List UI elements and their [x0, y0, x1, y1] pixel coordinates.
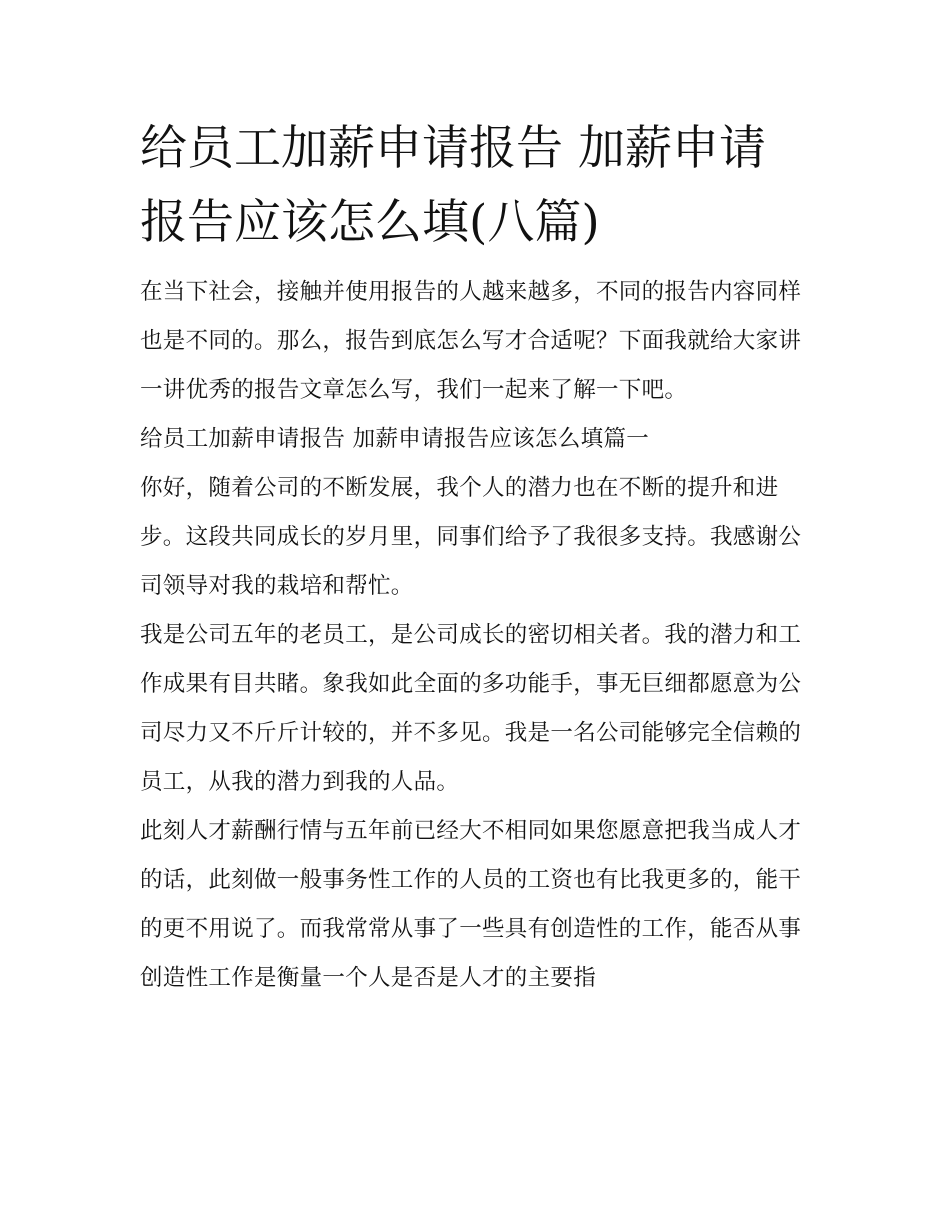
- paragraph-experience: 我是公司五年的老员工，是公司成长的密切相关者。我的潜力和工作成果有目共睹。象我如此全面的多功能手，事无巨细都愿意为公司尽力又不斤斤计较的，并不多见。我是一名公司能够完全信赖的员工，从我的潜力到我的人品。: [140, 622, 802, 795]
- paragraph-intro: 在当下社会，接触并使用报告的人越来越多，不同的报告内容同样也是不同的。那么，报告到底怎么写才合适呢？下面我就给大家讲一讲优秀的报告文章怎么写，我们一起来了解一下吧。: [140, 279, 802, 403]
- paragraph-greeting: 你好，随着公司的不断发展，我个人的潜力也在不断的提升和进步。这段共同成长的岁月里，同事们给予了我很多支持。我感谢公司领导对我的栽培和帮忙。: [140, 475, 802, 599]
- section-heading: 给员工加薪申请报告 加薪申请报告应该怎么填篇一: [140, 426, 650, 452]
- document-body: [140, 112, 812, 1003]
- paragraph-salary: 此刻人才薪酬行情与五年前已经大不相同如果您愿意把我当成人才的话，此刻做一般事务性工作的人员的工资也有比我更多的，能干的更不用说了。而我常常从事了一些具有创造性的工作，能否从事创造性工作是衡量一个人是否是人才的主要指: [140, 818, 802, 991]
- document-title: 给员工加薪申请报告 加薪申请报告应该怎么填(八篇): [140, 121, 766, 250]
